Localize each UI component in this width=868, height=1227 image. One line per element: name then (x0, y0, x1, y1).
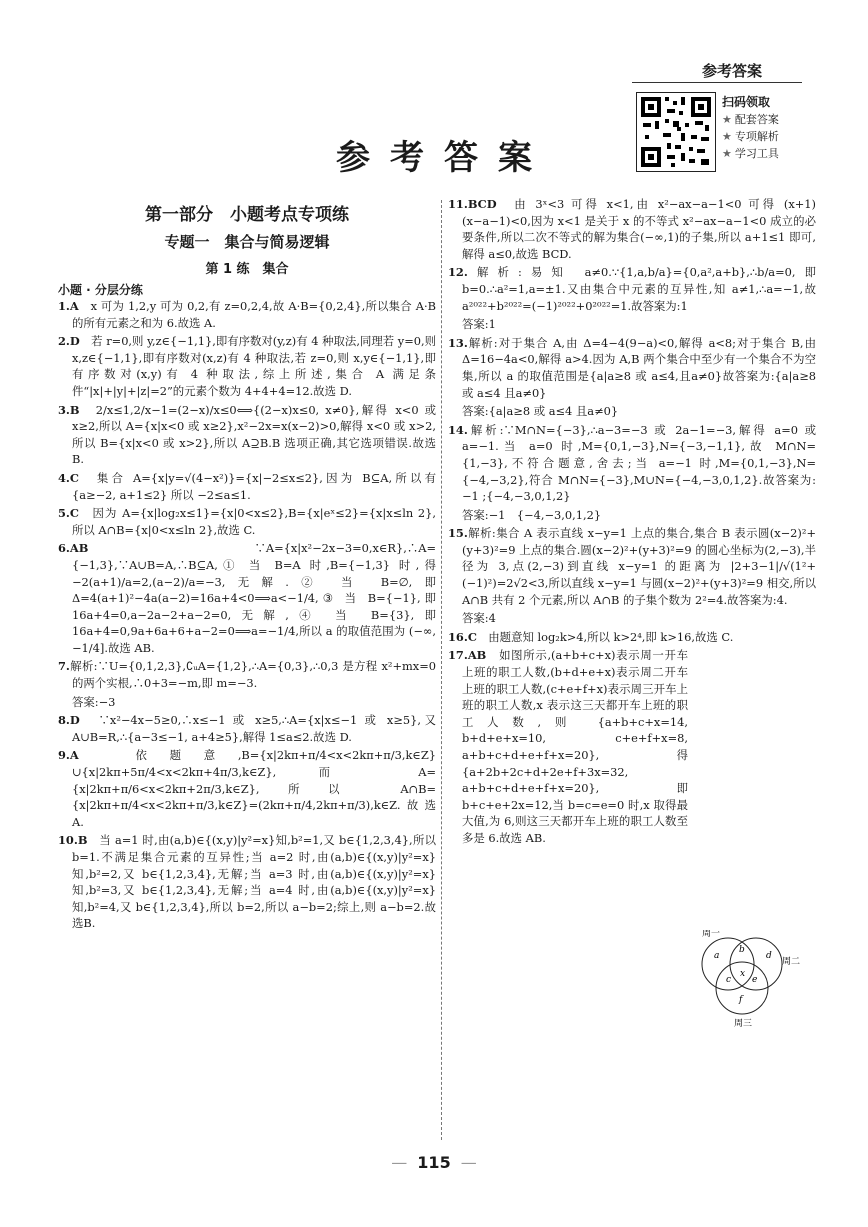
venn-region-b: b (739, 945, 745, 955)
answer-item: 7.解析:∵U={0,1,2,3},∁ᵤA={1,2},∴A={0,3},∴0,3 是方程 x²+mx=0 的两个实根,∴0+3=−m,即 m=−3. (58, 659, 436, 691)
venn-region-f: f (739, 995, 743, 1005)
answer-line: 答案:−3 (72, 694, 116, 709)
venn-label-wed: 周三 (734, 1019, 753, 1029)
answer-item: 16.C 由题意知 log₂k>4,所以 k>2⁴,即 k>16,故选 C. (448, 629, 734, 644)
part-title: 第一部分 小题考点专项练 (145, 205, 349, 225)
star-icon: ★ (722, 130, 732, 143)
venn-label-tue: 周二 (782, 957, 800, 967)
page-title: 参考答案 (336, 138, 552, 178)
lesson-title: 第 1 练 集合 (205, 262, 289, 277)
answer-item: 2.D 若 r=0,则 y,z∈{−1,1},即有序数对(y,z)有 4 种取法,同理若 y=0,则 x,z∈{−1,1},即有序数对(x,z)有 4 种取法,若 z=0,则 x,y∈{−1,1},即有序数对(x,y)有 4 种取法,综上所述,集合 A 满足条件“|x|+|y|+|z|=2”的元素个数为 4+4+4=12.故选 D. (58, 334, 436, 398)
qr-caption-head: 扫码领取 (722, 95, 771, 109)
venn-region-c: c (726, 975, 732, 985)
topic-title: 专题一 集合与简易逻辑 (164, 233, 330, 251)
answer-item: 3.B 2/x≤1,2/x−1=(2−x)/x≤0⟺{(2−x)x≤0, x≠0},解得 x<0 或 x≥2,所以 A={x|x<0 或 x≥2},x²−2x=x(x−2)>0,解得 x<0 或 x>2,所以 B={x|x<0 或 x>2},所以 A⊇B.B 选项正确,其它选项错误.故选 B. (58, 402, 436, 467)
section-label: 小题 · 分层分练 (58, 283, 143, 297)
star-icon: ★ (722, 147, 732, 160)
answer-item: 8.D ∵x²−4x−5≥0,∴x≤−1 或 x≥5,∴A={x|x≤−1 或 x≥5},又 A∪B=R,∴{a−3≤−1, a+4≥5},解得 1≤a≤2.故选 D. (58, 713, 436, 744)
column-divider (441, 200, 442, 1140)
qr-caption-item: ★ 专项解析 (722, 130, 779, 143)
corner-label: 参考答案 (702, 62, 763, 80)
venn-region-e: e (752, 975, 758, 985)
answer-item: 4.C 集合 A={x|y=√(4−x²)}={x|−2≤x≤2},因为 B⊆A,所以有 {a≥−2, a+1≤2} 所以 −2≤a≤1. (58, 470, 436, 502)
venn-region-x: x (740, 969, 746, 979)
venn-label-mon: 周一 (702, 930, 721, 939)
answer-line: 答案:{a|a≥8 或 a≤4 且a≠0} (462, 404, 619, 419)
qr-caption-item: ★ 学习工具 (722, 147, 779, 160)
answer-line: 答案:4 (462, 611, 496, 626)
answer-item: 17.AB 如图所示,(a+b+c+x)表示周一开车上班的职工人数,(b+d+e+x)表示周二开车上班的职工人数,(c+e+f+x)表示周三开车上班的职工人数,x 表示这三天都开车上班的职工人数,则 {a+b+c+x=14, b+d+e+x=10, c+e+f+x=8, a+b+c+d+e+f+x=20},得 {a+2b+2c+d+2e+f+3x=32, a+b+c+d+e+f+x=20},即 b+c+e+2x=12,当 b=c=e=0 时,x 取得最大值,为 6,则这三天都开车上班的职工人数至多是 6.故选 AB. (448, 648, 688, 845)
answer-item: 14.解析:∵M∩N={−3},∴a−3=−3 或 2a−1=−3,解得 a=0 或 a=−1.当 a=0 时,M={0,1,−3},N={−3,−1,1},故 M∩N={1,−3},不符合题意,舍去;当 a=−1 时,M={0,1,−3},N={−4,−3,2},符合 M∩N={−3},M∪N={−4,−3,0,1,2}.故答案为:−1 ;{−4,−3,0,1,2} (448, 422, 816, 504)
answer-item: 6.AB ∵A={x|x²−2x−3=0,x∈R},∴A={−1,3},∵A∪B=A,∴B⊆A,① 当 B=A 时,B={−1,3} 时,得 −2(a+1)/a=2,(a−2)/a=−3,无解.② 当 B=∅,即 Δ=4(a+1)²−4a(a−2)=16a+4<0⟹a<−1/4,③ 当 B={−1},即 16a+4=0,a−2a−2+a−2=0,无解,④ 当 B={3},即 16a+4=0,9a+6a+6+a−2=0⟹a=−1/4,所以 a 的取值范围为 (−∞,−1/4].故选 AB. (58, 541, 436, 655)
answer-item: 12.解析:易知 a≠0.∵{1,a,b/a}={0,a²,a+b},∴b/a=0,即 b=0.∴a²=1,a=±1.又由集合中元素的互异性,知 a≠1,∴a=−1,故 a²⁰²²+b²⁰²²=(−1)²⁰²²+0²⁰²²=1.故答案为:1 (448, 265, 816, 313)
answer-item: 13.解析:对于集合 A,由 Δ=4−4(9−a)<0,解得 a<8;对于集合 B,由 Δ=16−4a<0,解得 a>4.因为 A,B 两个集合中至少有一个集合不为空集,所以 a 的取值范围是{a|a≥8 或 a≤4,且a≠0}故答案为:{a|a≥8 或 a≤4 且a≠0} (448, 335, 816, 400)
venn-region-a: a (714, 951, 720, 961)
answer-item: 9.A 依题意,B={x|2kπ+π/4<x<2kπ+π/3,k∈Z}∪{x|2kπ+5π/4<x<2kπ+4π/3,k∈Z},而 A={x|2kπ+π/6<x<2kπ+2π/3,k∈Z},所以 A∩B={x|2kπ+π/4<x<2kπ+π/3,k∈Z}=(2kπ+π/4,2kπ+π/3),k∈Z.故选 A. (58, 748, 436, 829)
corner-rule (632, 82, 802, 83)
page-number: — 115 — (391, 1153, 477, 1172)
left-column (58, 196, 436, 934)
right-column (448, 196, 816, 849)
answer-item: 15.解析:集合 A 表示直线 x−y=1 上点的集合,集合 B 表示圆(x−2)²+(y+3)²=9 上点的集合.圆(x−2)²+(y+3)²=9 的圆心坐标为(2,−3),半径为 3,点(2,−3)到直线 x−y=1 的距离为 |2+3−1|/√(1²+(−1)²)=2√2<3,所以直线 x−y=1 与圆(x−2)²+(y+3)²=9 相交,所以 A∩B 共有 2 个元素,所以 A∩B 的子集个数为 2²=4.故答案为:4. (448, 526, 816, 607)
answer-item: 5.C 因为 A={x|log₂x≤1}={x|0<x≤2},B={x|eˣ≤2}={x|x≤ln 2},所以 A∩B={x|0<x≤ln 2},故选 C. (58, 506, 436, 537)
star-icon: ★ (722, 113, 732, 126)
answer-line: 答案:−1 {−4,−3,0,1,2} (462, 507, 602, 522)
answer-item: 10.B 当 a=1 时,由(a,b)∈{(x,y)|y²=x}知,b²=1,又 b∈{1,2,3,4},所以 b=1.不满足集合元素的互异性;当 a=2 时,由(a,b)∈{(x,y)|y²=x}知,b²=2,又 b∈{1,2,3,4},无解;当 a=3 时,由(a,b)∈{(x,y)|y²=x}知,b²=3,又 b∈{1,2,3,4},无解;当 a=4 时,由(a,b)∈{(x,y)|y²=x}知,b²=4,又 b∈{1,2,3,4},所以 b=2,所以 a−b=2;综上,则 a−b=2.故选B. (58, 833, 436, 931)
answer-item: 11.BCD 由 3ˣ<3 可得 x<1,由 x²−ax−a−1<0 可得 (x+1)(x−a−1)<0,因为 x<1 是关于 x 的不等式 x²−ax−a−1<0 成立的必要条件,所以二次不等式的解为集合(−∞,1)的子集,所以 a+1≤1 即可,解得 a≤0,故选 BCD. (448, 197, 816, 261)
qr-caption-item: ★ 配套答案 (722, 113, 779, 126)
venn-diagram (690, 930, 800, 1030)
venn-region-d: d (766, 951, 772, 961)
answer-item: 1.A x 可为 1,2,y 可为 0,2,有 z=0,2,4,故 A·B={0,2,4},所以集合 A·B 的所有元素之和为 6.故选 A. (58, 299, 436, 330)
answer-line: 答案:1 (462, 317, 496, 332)
